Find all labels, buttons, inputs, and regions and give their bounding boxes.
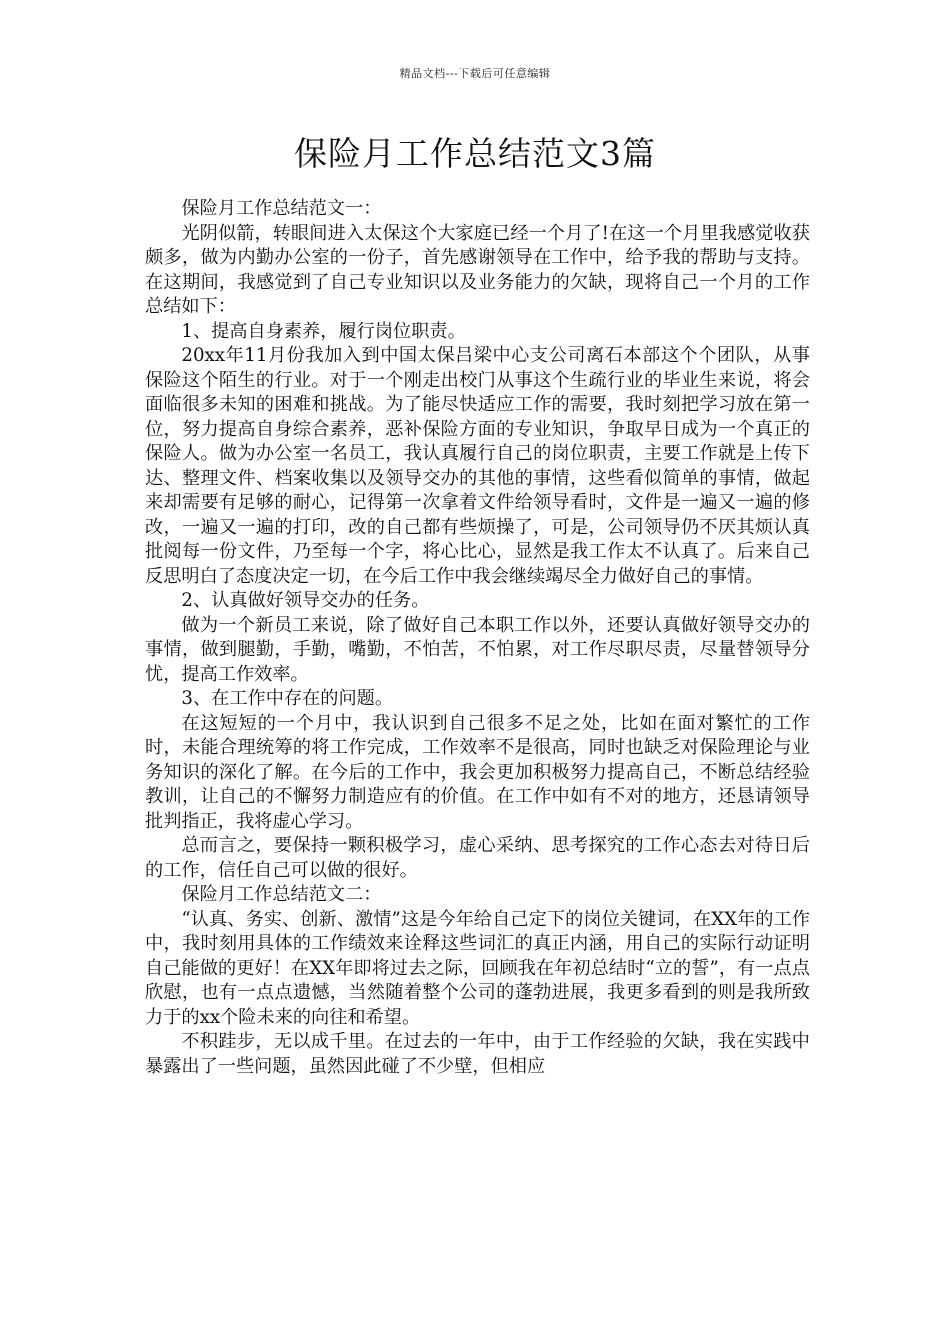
paragraph: 做为一个新员工来说，除了做好自己本职工作以外，还要认真做好领导交办的事情，做到腿勤，手勤，嘴勤，不怕苦，不怕累，对工作尽职尽责，尽量替领导分忧，提高工作效率。: [145, 614, 810, 685]
subheading: 3、在工作中存在的问题。: [181, 688, 394, 709]
document-title: 保险月工作总结范文3篇: [294, 134, 656, 173]
section-heading-2: 保险月工作总结范文二：: [181, 884, 382, 905]
subheading: 1、提高自身素养，履行岗位职责。: [181, 320, 466, 342]
subheading: 2、认真做好领导交办的任务。: [181, 590, 430, 611]
paragraph: 不积跬步，无以成千里。在过去的一年中，由于工作经验的欠缺，我在实践中暴露出了一些问题，虽然因此碰了不少壁，但相应: [145, 1031, 810, 1077]
paragraph: “认真、务实、创新、激情”这是今年给自己定下的岗位关键词，在XX年的工作中，我时刻用具体的工作绩效来诠释这些词汇的真正内涵，用自己的实际行动证明自己能做的更好！在XX年即将过去之际，回顾我在年初总结时“立的誓”，有一点点欣慰，也有一点点遗憾，当然随着整个公司的蓬勃进展，我更多看到的则是我所致力于的xx个险未来的向往和希望。: [145, 908, 810, 1028]
section-heading-1: 保险月工作总结范文一：: [181, 198, 382, 219]
paragraph: 总而言之，要保持一颗积极学习，虚心采纳、思考探究的工作心态去对待日后的工作，信任自己可以做的很好。: [145, 835, 810, 881]
document-body: [145, 197, 810, 1079]
paragraph: 光阴似箭，转眼间进入太保这个大家庭已经一个月了!在这一个月里我感觉收获颇多，做为内勤办公室的一份子，首先感谢领导在工作中，给予我的帮助与支持。在这期间，我感觉到了自己专业知识以及业务能力的欠缺，现将自己一个月的工作总结如下：: [145, 222, 810, 317]
header-note: 精品文档---下载后可任意编辑: [399, 67, 551, 80]
paragraph: 20xx年11月份我加入到中国太保吕梁中心支公司离石本部这个个团队，从事保险这个陌生的行业。对于一个刚走出校门从事这个生疏行业的毕业生来说，将会面临很多未知的困难和挑战。为了能尽快适应工作的需要，我时刻把学习放在第一位，努力提高自身综合素养，恶补保险方面的专业知识，争取早日成为一个真正的保险人。做为办公室一名员工，我认真履行自己的岗位职责，主要工作就是上传下达、整理文件、档案收集以及领导交办的其他的事情，这些看似简单的事情，做起来却需要有足够的耐心，记得第一次拿着文件给领导看时，文件是一遍又一遍的修改，一遍又一遍的打印，改的自己都有些烦操了，可是，公司领导仍不厌其烦认真批阅每一份文件，乃至每一个字，将心比心，显然是我工作太不认真了。后来自己反思明白了态度决定一切，在今后工作中我会继续竭尽全力做好自己的事情。: [145, 345, 810, 587]
paragraph: 在这短短的一个月中，我认识到自己很多不足之处，比如在面对繁忙的工作时，未能合理统筹的将工作完成，工作效率不是很高，同时也缺乏对保险理论与业务知识的深化了解。在今后的工作中，我会更加积极努力提高自己，不断总结经验教训，让自己的不懈努力制造应有的价值。在工作中如有不对的地方，还恳请领导批判指正，我将虚心学习。: [145, 712, 810, 832]
